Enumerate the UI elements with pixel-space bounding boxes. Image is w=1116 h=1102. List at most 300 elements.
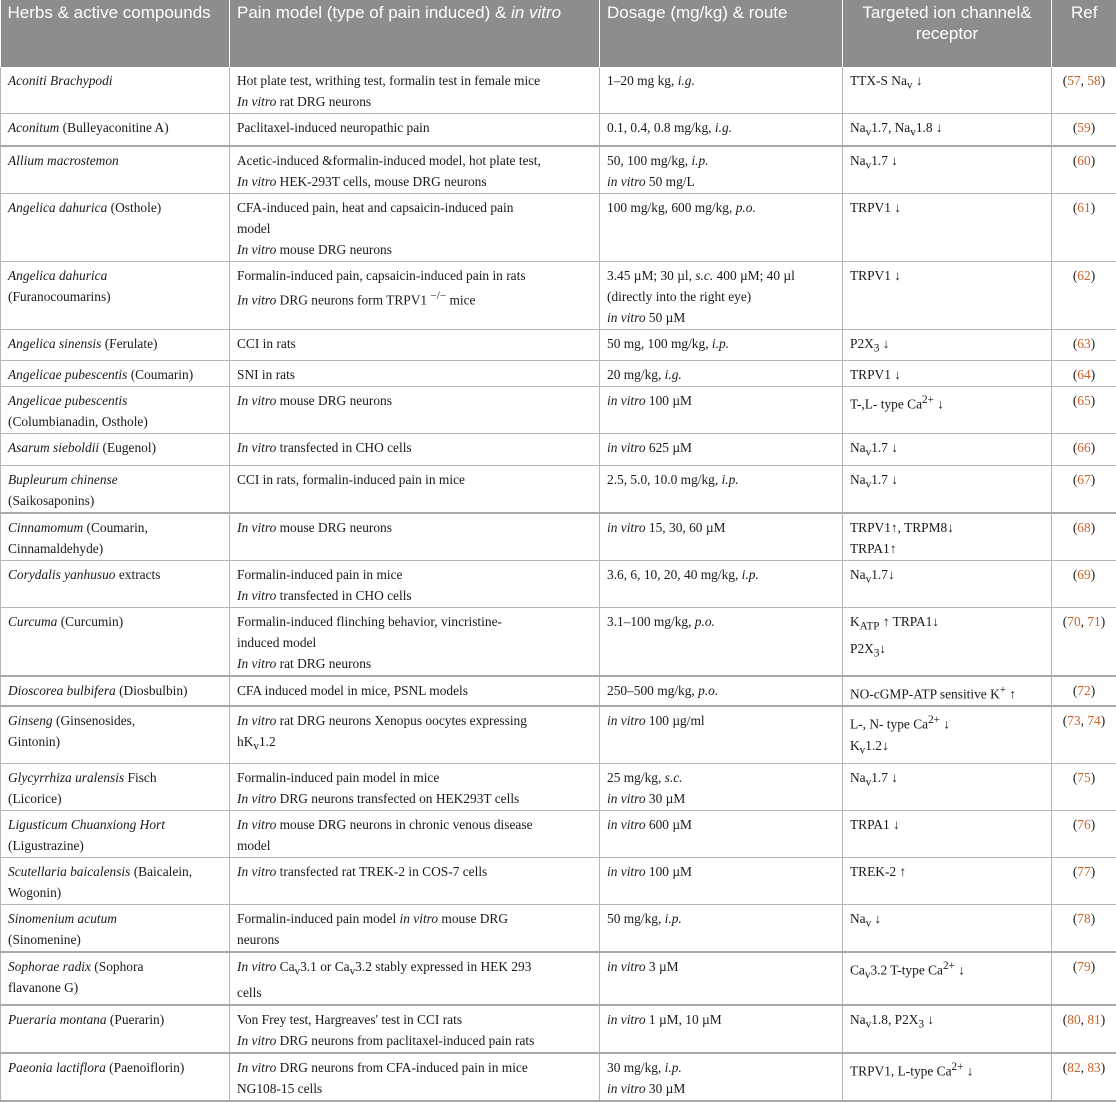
text-run: In vitro — [237, 440, 276, 455]
cell-line — [237, 1057, 592, 1078]
cell-dosage — [600, 434, 843, 466]
cell-line — [8, 197, 222, 218]
text-run: Pueraria montana — [8, 1012, 107, 1027]
text-run: T-,L- type Ca — [850, 397, 922, 412]
cell-pain-model — [230, 434, 600, 466]
ref-link[interactable]: 66 — [1077, 440, 1090, 455]
text-run: Corydalis yanhusuo — [8, 567, 116, 582]
cell-herb — [1, 387, 230, 434]
text-run: mouse DRG neurons — [276, 393, 392, 408]
text-run: In vitro — [237, 791, 276, 806]
text-run: (Ferulate) — [101, 336, 157, 351]
cell-ref: (67) — [1052, 466, 1116, 514]
header-row — [1, 0, 1116, 67]
cell-ref: (82, 83) — [1052, 1053, 1116, 1101]
cell-ref: (62) — [1052, 261, 1116, 329]
cell-line — [607, 861, 835, 882]
cell-pain-model — [230, 114, 600, 146]
text-run: Wogonin) — [8, 885, 61, 900]
text-run: HEK-293T cells, mouse DRG neurons — [276, 174, 486, 189]
text-run: ↓ — [879, 336, 889, 351]
cell-pain-model — [230, 466, 600, 514]
text-run: Dioscorea bulbifera — [8, 683, 116, 698]
cell-line — [8, 680, 222, 701]
text-run: 1–20 mg kg, — [607, 73, 678, 88]
cell-pain-model — [230, 513, 600, 561]
cell-ref: (61) — [1052, 193, 1116, 261]
text-run: Na — [850, 120, 866, 135]
text-run: i.g. — [665, 367, 682, 382]
cell-line — [607, 767, 835, 788]
text-run: Paclitaxel-induced neuropathic pain — [237, 120, 430, 135]
text-run: 3.2 T-type Ca — [870, 962, 943, 977]
text-run: Cinnamomum — [8, 520, 83, 535]
ref-link[interactable]: 79 — [1077, 959, 1090, 974]
cell-line — [607, 1009, 835, 1030]
ref-link[interactable]: 62 — [1077, 268, 1090, 283]
cell-line — [237, 286, 592, 310]
text-run: 625 µM — [646, 440, 692, 455]
text-run: ↓ — [963, 1064, 973, 1079]
ref-link[interactable]: 73 — [1067, 713, 1080, 728]
cell-line — [237, 653, 592, 674]
text-run: (Paenoiflorin) — [106, 1060, 184, 1075]
cell-line — [850, 150, 1044, 177]
table-header — [1, 0, 1116, 67]
header-herbs: Herbs & active compounds — [1, 0, 230, 67]
cell-target — [843, 513, 1052, 561]
text-run: s.c. — [665, 770, 683, 785]
text-run: 100 mg/kg, 600 mg/kg, — [607, 200, 736, 215]
text-run: v — [350, 965, 356, 977]
text-run: TTX-S Na — [850, 73, 907, 88]
text-run: p.o. — [736, 200, 756, 215]
text-run: mouse DRG neurons — [276, 520, 392, 535]
cell-line — [850, 638, 1044, 665]
cell-line — [8, 882, 222, 903]
text-run: 50 mg, 100 mg/kg, — [607, 336, 712, 351]
ref-link[interactable]: 81 — [1087, 1012, 1100, 1027]
text-run: i.p. — [742, 567, 759, 582]
cell-line — [237, 1009, 592, 1030]
text-run: (Puerarin) — [107, 1012, 165, 1027]
text-run: 100 µM — [646, 864, 692, 879]
text-run: Fisch — [124, 770, 156, 785]
cell-line — [607, 333, 835, 354]
text-run: Ginseng — [8, 713, 53, 728]
cell-ref: (69) — [1052, 561, 1116, 608]
header-target: Targeted ion channel& receptor — [843, 0, 1052, 67]
text-run: TRPV1↑, TRPM8↓ — [850, 520, 954, 535]
text-run: Na — [850, 472, 866, 487]
cell-line — [237, 437, 592, 458]
cell-herb — [1, 361, 230, 387]
text-run: Na — [850, 440, 866, 455]
cell-line — [237, 150, 592, 171]
text-run: In vitro — [237, 94, 276, 109]
text-run: ↓ — [912, 73, 922, 88]
cell-target — [843, 1053, 1052, 1101]
text-run: CCI in rats, formalin-induced pain in mice — [237, 472, 465, 487]
cell-line — [237, 835, 592, 856]
text-run: Angelica dahurica — [8, 200, 107, 215]
text-run: (Curcumin) — [57, 614, 123, 629]
text-run: ↓ — [940, 717, 950, 732]
text-run: In vitro — [237, 656, 276, 671]
text-run: (Saikosaponins) — [8, 493, 94, 508]
cell-line — [237, 861, 592, 882]
ref-link[interactable]: 77 — [1077, 864, 1090, 879]
cell-line — [8, 861, 222, 882]
cell-ref: (72) — [1052, 676, 1116, 706]
ref-link[interactable]: 68 — [1077, 520, 1090, 535]
text-run: Ligusticum Chuanxiong Hort — [8, 817, 165, 832]
cell-line — [237, 218, 592, 239]
text-run: Aconiti Brachypodi — [8, 73, 113, 88]
cell-line — [607, 70, 835, 91]
text-run: v — [860, 745, 866, 757]
text-run: ↓ — [879, 641, 886, 656]
ref-link[interactable]: 83 — [1087, 1060, 1100, 1075]
cell-line — [8, 333, 222, 354]
table-row — [1, 261, 1116, 329]
cell-line — [8, 364, 222, 385]
table-row — [1, 329, 1116, 361]
cell-line — [8, 788, 222, 809]
ref-link[interactable]: 76 — [1077, 817, 1090, 832]
table-row — [1, 193, 1116, 261]
text-run: 1.7 ↓ — [871, 770, 898, 785]
text-run: SNI in rats — [237, 367, 295, 382]
text-run: i.p. — [665, 911, 682, 926]
cell-line — [850, 767, 1044, 794]
text-run: 2.5, 5.0, 10.0 mg/kg, — [607, 472, 722, 487]
cell-target — [843, 146, 1052, 194]
cell-line — [237, 171, 592, 192]
text-run: (Furanocoumarins) — [8, 289, 111, 304]
text-run: in vitro — [607, 174, 646, 189]
text-run: 400 µM; 40 µl — [713, 268, 795, 283]
cell-herb — [1, 676, 230, 706]
cell-line — [607, 150, 835, 171]
table-row — [1, 513, 1116, 561]
text-run: In vitro — [237, 1060, 276, 1075]
text-run: i.p. — [691, 153, 708, 168]
text-run: (Columbianadin, Osthole) — [8, 414, 148, 429]
cell-line — [8, 538, 222, 559]
text-run: Bupleurum chinense — [8, 472, 118, 487]
text-run: In vitro — [237, 520, 276, 535]
text-run: In vitro — [237, 174, 276, 189]
cell-line — [237, 632, 592, 653]
ref-link[interactable]: 72 — [1077, 683, 1090, 698]
text-run: i.g. — [678, 73, 695, 88]
cell-line — [850, 197, 1044, 218]
ref-link[interactable]: 60 — [1077, 153, 1090, 168]
text-run: (Baicalein, — [130, 864, 192, 879]
ref-link[interactable]: 59 — [1077, 120, 1090, 135]
ref-link[interactable]: 82 — [1067, 1060, 1080, 1075]
text-run: TRPV1 ↓ — [850, 367, 901, 382]
cell-dosage — [600, 329, 843, 361]
ref-link[interactable]: 57 — [1067, 73, 1080, 88]
cell-target — [843, 114, 1052, 146]
text-run: Hot plate test, writhing test, formalin test in female mice — [237, 73, 540, 88]
cell-line — [850, 680, 1044, 704]
cell-target — [843, 561, 1052, 608]
cell-ref: (70, 71) — [1052, 608, 1116, 677]
text-run: Gintonin) — [8, 734, 60, 749]
text-run: rat DRG neurons — [276, 94, 371, 109]
text-run: transfected in CHO cells — [276, 440, 411, 455]
cell-line — [850, 956, 1044, 986]
table-row — [1, 146, 1116, 194]
text-run: 1.7↓ — [871, 567, 894, 582]
ref-link[interactable]: 71 — [1087, 614, 1100, 629]
text-run: in vitro — [607, 791, 646, 806]
cell-dosage — [600, 1005, 843, 1053]
cell-pain-model — [230, 763, 600, 810]
cell-line — [237, 390, 592, 411]
cell-target — [843, 706, 1052, 763]
cell-line — [850, 611, 1044, 638]
text-run: L-, N- type Ca — [850, 717, 928, 732]
text-run: transfected rat TREK-2 in COS-7 cells — [276, 864, 487, 879]
text-run: 25 mg/kg, — [607, 770, 665, 785]
text-run: i.g. — [715, 120, 732, 135]
cell-herb — [1, 261, 230, 329]
text-run: Na — [850, 911, 866, 926]
ref-link[interactable]: 70 — [1067, 614, 1080, 629]
text-run: (Coumarin) — [127, 367, 193, 382]
ref-link[interactable]: 78 — [1077, 911, 1090, 926]
table-row — [1, 387, 1116, 434]
text-run: v — [866, 1019, 872, 1031]
table-body — [1, 67, 1116, 1101]
cell-dosage — [600, 387, 843, 434]
text-run: 3.1 or Ca — [300, 959, 349, 974]
cell-target — [843, 261, 1052, 329]
ref-link[interactable]: 64 — [1077, 367, 1090, 382]
table-row — [1, 857, 1116, 904]
cell-ref: (64) — [1052, 361, 1116, 387]
ref-link[interactable]: 74 — [1087, 713, 1100, 728]
cell-dosage — [600, 706, 843, 763]
text-run: TRPV1, L-type Ca — [850, 1064, 952, 1079]
cell-pain-model — [230, 1005, 600, 1053]
ref-link[interactable]: 65 — [1077, 393, 1090, 408]
cell-line — [850, 517, 1044, 538]
text-run: TRPA1 ↓ — [850, 817, 900, 832]
table-row — [1, 67, 1116, 114]
text-run: Angelica sinensis — [8, 336, 101, 351]
text-run: in vitro — [607, 959, 646, 974]
text-run: ↓ — [924, 1012, 934, 1027]
table-row — [1, 434, 1116, 466]
cell-herb — [1, 67, 230, 114]
text-run: (Sinomenine) — [8, 932, 81, 947]
text-run: DRG neurons from CFA-induced pain in mice — [276, 1060, 528, 1075]
ref-link[interactable]: 61 — [1077, 200, 1090, 215]
text-run: neurons — [237, 932, 279, 947]
text-run: Curcuma — [8, 614, 57, 629]
ref-link[interactable]: 69 — [1077, 567, 1090, 582]
cell-line — [607, 171, 835, 192]
text-run: (Sophora — [91, 959, 143, 974]
cell-dosage — [600, 261, 843, 329]
header-dosage: Dosage (mg/kg) & route — [600, 0, 843, 67]
table-row — [1, 904, 1116, 952]
text-run: 1.2↓ — [865, 738, 888, 753]
text-run: ↓ — [871, 911, 881, 926]
cell-dosage — [600, 146, 843, 194]
text-run: 1.8 ↓ — [916, 120, 943, 135]
cell-herb — [1, 706, 230, 763]
cell-pain-model — [230, 561, 600, 608]
text-run: 30 mg/kg, — [607, 1060, 665, 1075]
cell-dosage — [600, 67, 843, 114]
text-run: In vitro — [237, 1033, 276, 1048]
cell-line — [237, 611, 592, 632]
text-run: 2+ — [928, 714, 940, 726]
cell-ref: (60) — [1052, 146, 1116, 194]
cell-line — [8, 564, 222, 585]
text-run: 2+ — [952, 1061, 964, 1073]
text-run: 1.2 — [259, 734, 276, 749]
text-run: + — [1000, 684, 1006, 696]
cell-line — [607, 390, 835, 411]
text-run: Von Frey test, Hargreaves' test in CCI rats — [237, 1012, 462, 1027]
cell-line — [607, 117, 835, 138]
text-run: 0.1, 0.4, 0.8 mg/kg, — [607, 120, 715, 135]
text-run: In vitro — [237, 588, 276, 603]
text-run: in vitro — [607, 1012, 646, 1027]
cell-line — [607, 564, 835, 585]
cell-dosage — [600, 763, 843, 810]
cell-line — [850, 710, 1044, 734]
cell-line — [8, 70, 222, 91]
text-run: v — [253, 741, 259, 753]
text-run: ↓ — [934, 397, 944, 412]
text-run: 3 — [874, 647, 880, 659]
ref-link[interactable]: 67 — [1077, 472, 1090, 487]
cell-ref: (75) — [1052, 763, 1116, 810]
text-run: v — [866, 127, 872, 139]
text-run: Formalin-induced pain model — [237, 911, 400, 926]
text-run: v — [910, 127, 916, 139]
cell-line — [850, 538, 1044, 559]
header-pain-model — [230, 0, 600, 67]
cell-target — [843, 904, 1052, 952]
text-run: In vitro — [237, 959, 276, 974]
cell-target — [843, 1005, 1052, 1053]
cell-line — [607, 1078, 835, 1099]
cell-ref: (76) — [1052, 810, 1116, 857]
cell-line — [850, 1057, 1044, 1081]
cell-dosage — [600, 810, 843, 857]
text-run: i.p. — [712, 336, 729, 351]
ref-link[interactable]: 58 — [1087, 73, 1100, 88]
text-run: TRPV1 ↓ — [850, 200, 901, 215]
cell-dosage — [600, 466, 843, 514]
table-row — [1, 466, 1116, 514]
cell-line — [607, 956, 835, 977]
cell-line — [8, 265, 222, 286]
ref-link[interactable]: 63 — [1077, 336, 1090, 351]
cell-herb — [1, 608, 230, 677]
text-run: 3.6, 6, 10, 20, 40 mg/kg, — [607, 567, 742, 582]
text-run: Angelicae pubescentis — [8, 393, 127, 408]
text-run: in vitro — [607, 520, 646, 535]
cell-line — [8, 517, 222, 538]
text-run: i.p. — [665, 1060, 682, 1075]
text-run: mice — [446, 292, 475, 307]
text-run: v — [907, 80, 913, 92]
cell-line — [8, 1057, 222, 1078]
text-run: p.o. — [695, 614, 715, 629]
cell-dosage — [600, 561, 843, 608]
cell-dosage — [600, 608, 843, 677]
cell-line — [237, 585, 592, 606]
cell-line — [8, 710, 222, 731]
cell-dosage — [600, 904, 843, 952]
text-run: 100 µg/ml — [646, 713, 705, 728]
cell-dosage — [600, 361, 843, 387]
text-run: in vitro — [400, 911, 439, 926]
text-run: In vitro — [237, 393, 276, 408]
text-run: v — [866, 159, 872, 171]
cell-line — [850, 861, 1044, 882]
cell-target — [843, 387, 1052, 434]
cell-ref: (78) — [1052, 904, 1116, 952]
text-run: induced model — [237, 635, 316, 650]
text-run: ↑ — [1006, 686, 1016, 701]
cell-herb — [1, 763, 230, 810]
cell-line — [8, 611, 222, 632]
text-run: Cinnamaldehyde) — [8, 541, 103, 556]
cell-herb — [1, 1005, 230, 1053]
table-row — [1, 1053, 1116, 1101]
cell-ref: (63) — [1052, 329, 1116, 361]
text-run: Formalin-induced flinching behavior, vincristine- — [237, 614, 502, 629]
cell-target — [843, 67, 1052, 114]
text-run: In vitro — [237, 864, 276, 879]
cell-pain-model — [230, 810, 600, 857]
table-row — [1, 1005, 1116, 1053]
cell-herb — [1, 561, 230, 608]
cell-ref: (80, 81) — [1052, 1005, 1116, 1053]
cell-ref: (66) — [1052, 434, 1116, 466]
text-run: 30 µM — [646, 791, 686, 806]
cell-line — [237, 929, 592, 950]
text-run: (Diosbulbin) — [116, 683, 188, 698]
text-run: 2+ — [943, 960, 955, 972]
text-run: 250–500 mg/kg, — [607, 683, 698, 698]
cell-line — [8, 490, 222, 511]
text-run: CCI in rats — [237, 336, 296, 351]
text-run: 3 — [874, 342, 880, 354]
ref-link[interactable]: 75 — [1077, 770, 1090, 785]
text-run: 15, 30, 60 µM — [646, 520, 726, 535]
text-run: in vitro — [607, 393, 646, 408]
text-run: v — [866, 447, 872, 459]
text-run: TRPA1↑ — [850, 541, 896, 556]
text-run: Angelicae pubescentis — [8, 367, 127, 382]
ref-link[interactable]: 80 — [1067, 1012, 1080, 1027]
cell-target — [843, 329, 1052, 361]
text-run: v — [295, 965, 301, 977]
cell-dosage — [600, 193, 843, 261]
